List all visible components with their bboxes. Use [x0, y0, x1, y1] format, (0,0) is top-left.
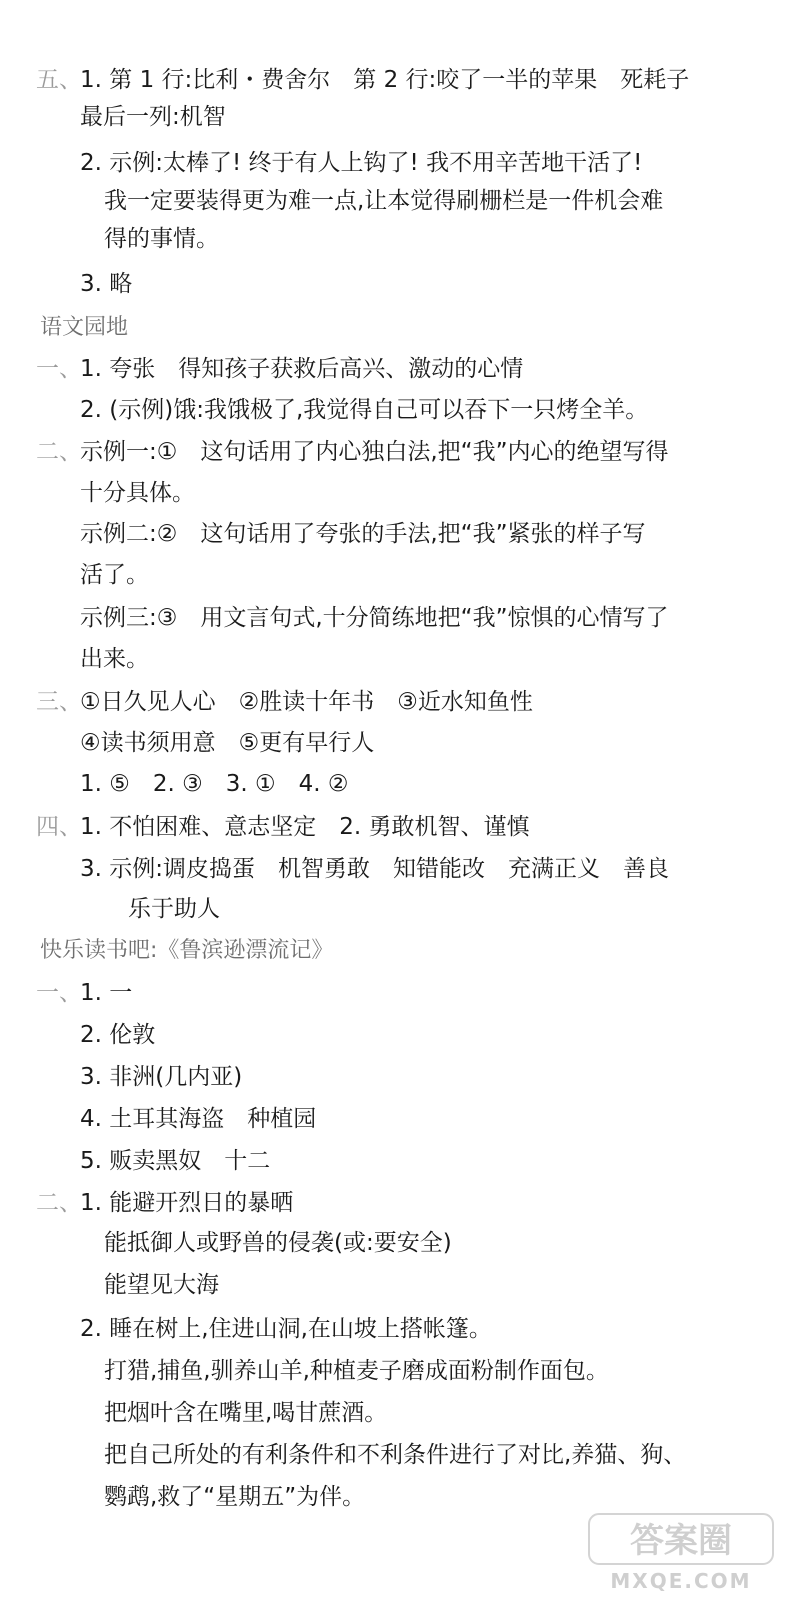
answer-line: 能抵御人或野兽的侵袭(或:要安全)	[104, 1230, 452, 1256]
answer-line: 十分具体。	[80, 480, 195, 506]
answer-line: 1. 能避开烈日的暴晒	[80, 1190, 294, 1216]
section-marker: 一、	[36, 980, 82, 1006]
answer-line: 3. 非洲(几内亚)	[80, 1064, 243, 1090]
answer-line: 出来。	[80, 646, 149, 672]
answer-line: 示例一:① 这句话用了内心独白法,把“我”内心的绝望写得	[80, 439, 669, 465]
answer-line: 把烟叶含在嘴里,喝甘蔗酒。	[104, 1400, 388, 1426]
section-marker: 一、	[36, 356, 82, 382]
watermark-logo	[581, 1508, 781, 1594]
answer-line: 2. 睡在树上,住进山洞,在山坡上搭帐篷。	[80, 1316, 492, 1342]
answer-line: 打猎,捕鱼,驯养山羊,种植麦子磨成面粉制作面包。	[104, 1358, 609, 1384]
answer-line: 我一定要装得更为难一点,让本觉得刷栅栏是一件机会难	[104, 188, 664, 214]
answer-line: 3. 略	[80, 271, 133, 297]
answer-line: 4. 土耳其海盗 种植园	[80, 1106, 317, 1132]
answer-line: 3. 示例:调皮捣蛋 机智勇敢 知错能改 充满正义 善良	[80, 856, 670, 882]
section-heading: 语文园地	[40, 315, 129, 340]
answer-line: 1. 夸张 得知孩子获救后高兴、激动的心情	[80, 356, 524, 382]
answer-line: 2. 伦敦	[80, 1022, 156, 1048]
answer-line: 活了。	[80, 562, 149, 588]
svg-text:答案圈: 答案圈	[630, 1521, 732, 1561]
answer-line: 示例三:③ 用文言句式,十分简练地把“我”惊惧的心情写了	[80, 605, 669, 631]
answer-line: 得的事情。	[104, 226, 219, 252]
answer-line: 乐于助人	[128, 896, 220, 922]
svg-text:MXQE.COM: MXQE.COM	[610, 1569, 752, 1593]
answer-line: 1. 不怕困难、意志坚定 2. 勇敢机智、谨慎	[80, 814, 530, 840]
answer-line: 1. ⑤ 2. ③ 3. ① 4. ②	[80, 771, 349, 797]
section-marker: 二、	[36, 1190, 82, 1216]
section-marker: 三、	[36, 689, 82, 715]
answer-line: ④读书须用意 ⑤更有早行人	[80, 730, 375, 756]
section-marker: 二、	[36, 439, 82, 465]
answer-line: 最后一列:机智	[80, 104, 226, 130]
answer-line: 能望见大海	[104, 1272, 219, 1298]
answer-line: 5. 贩卖黑奴 十二	[80, 1148, 271, 1174]
answer-line: 鹦鹉,救了“星期五”为伴。	[104, 1484, 366, 1510]
answer-line: 1. 一	[80, 980, 133, 1006]
answer-line: ①日久见人心 ②胜读十年书 ③近水知鱼性	[80, 689, 533, 715]
section-marker: 四、	[36, 814, 82, 840]
answer-line: 把自己所处的有利条件和不利条件进行了对比,养猫、狗、	[104, 1442, 687, 1468]
answer-line: 示例二:② 这句话用了夸张的手法,把“我”紧张的样子写	[80, 521, 646, 547]
answer-line: 2. (示例)饿:我饿极了,我觉得自己可以吞下一只烤全羊。	[80, 397, 649, 423]
answer-line: 1. 第 1 行:比利・费舍尔 第 2 行:咬了一半的苹果 死耗子	[80, 67, 690, 93]
section-marker: 五、	[36, 67, 82, 93]
answer-line: 2. 示例:太棒了! 终于有人上钩了! 我不用辛苦地干活了!	[80, 150, 643, 176]
section-heading: 快乐读书吧:《鲁滨逊漂流记》	[40, 938, 334, 963]
